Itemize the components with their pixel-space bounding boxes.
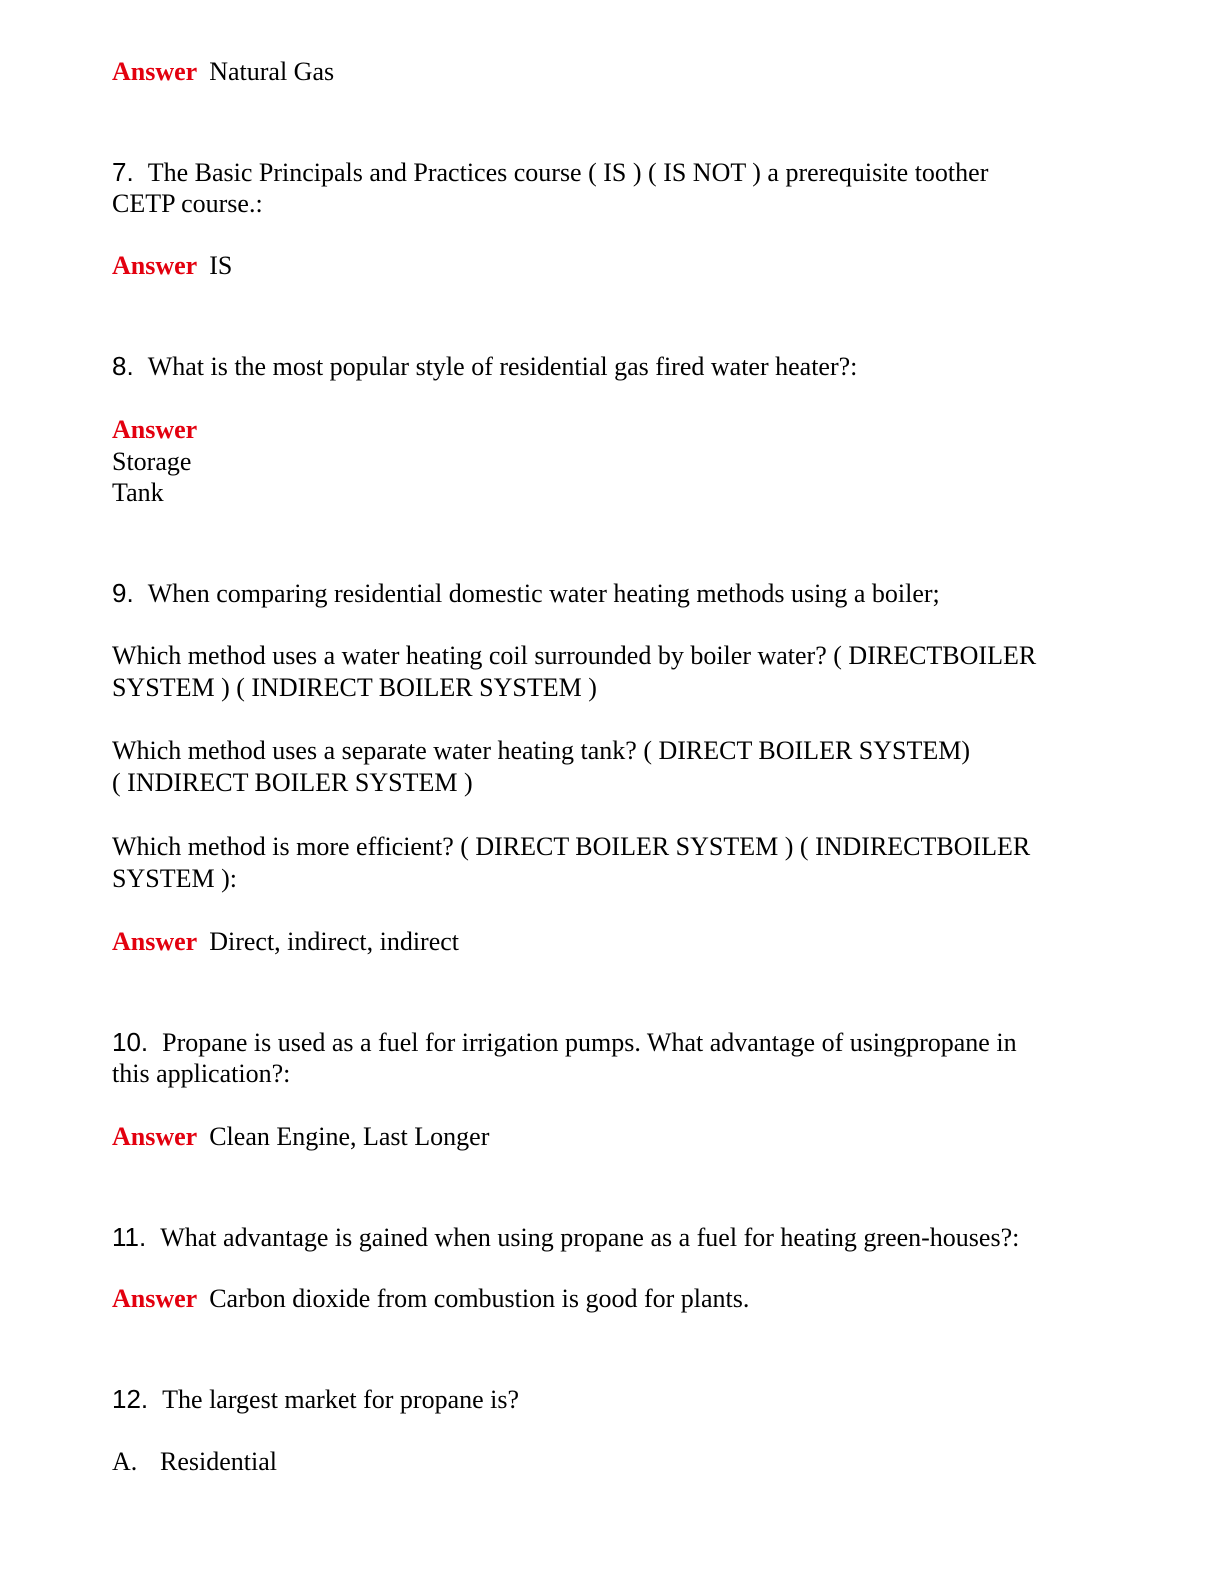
answer-text: Carbon dioxide from combustion is good for plants. xyxy=(209,1284,750,1313)
answer-label: Answer xyxy=(112,1284,198,1313)
answer-row-6 xyxy=(112,56,334,88)
question-text: The Basic Principals and Practices course ( IS ) ( IS NOT ) a prerequisite toother xyxy=(147,158,989,187)
answer-label: Answer xyxy=(112,57,198,86)
question-12 xyxy=(112,1383,519,1416)
question-9-part1-line1: Which method uses a water heating coil surrounded by boiler water? ( DIRECTBOILER xyxy=(112,641,1037,670)
option-text: Residential xyxy=(160,1447,277,1476)
question-number: 9. xyxy=(112,578,134,608)
question-10-line2: this application?: xyxy=(112,1059,291,1088)
question-number: 7. xyxy=(112,157,134,187)
question-11 xyxy=(112,1221,1019,1254)
question-9 xyxy=(112,577,940,610)
option-letter: A. xyxy=(112,1447,138,1476)
question-9-part3-line2: SYSTEM ): xyxy=(112,864,237,893)
question-text: What advantage is gained when using propane as a fuel for heating green-houses?: xyxy=(160,1223,1020,1252)
question-7 xyxy=(112,156,988,189)
question-number: 11. xyxy=(112,1222,147,1252)
answer-text: Direct, indirect, indirect xyxy=(209,927,459,956)
question-9-part1-line2: SYSTEM ) ( INDIRECT BOILER SYSTEM ) xyxy=(112,673,597,702)
question-9-part2-line2: ( INDIRECT BOILER SYSTEM ) xyxy=(112,768,473,797)
answer-row-9 xyxy=(112,926,459,958)
question-number: 12. xyxy=(112,1384,149,1414)
answer-text: Clean Engine, Last Longer xyxy=(209,1122,490,1151)
question-9-part2-line1: Which method uses a separate water heating tank? ( DIRECT BOILER SYSTEM) xyxy=(112,736,971,765)
answer-row-8 xyxy=(112,414,209,446)
answer-text-8-line2: Tank xyxy=(112,478,164,507)
question-10 xyxy=(112,1026,1017,1059)
answer-label: Answer xyxy=(112,251,198,280)
answer-label: Answer xyxy=(112,1122,198,1151)
option-a xyxy=(112,1446,277,1478)
answer-row-10 xyxy=(112,1121,489,1153)
question-9-part3-line1: Which method is more efficient? ( DIRECT BOILER SYSTEM ) ( INDIRECTBOILER xyxy=(112,832,1031,861)
question-text: When comparing residential domestic water heating methods using a boiler; xyxy=(147,579,940,608)
answer-label: Answer xyxy=(112,927,198,956)
question-8 xyxy=(112,350,857,383)
answer-row-7 xyxy=(112,250,232,282)
question-text: The largest market for propane is? xyxy=(162,1385,520,1414)
answer-text: IS xyxy=(209,251,233,280)
answer-label: Answer xyxy=(112,415,198,444)
question-number: 8. xyxy=(112,351,134,381)
answer-row-11 xyxy=(112,1283,749,1315)
question-text: What is the most popular style of residential gas fired water heater?: xyxy=(147,352,858,381)
answer-text-8-line1: Storage xyxy=(112,447,192,476)
question-text: Propane is used as a fuel for irrigation pumps. What advantage of usingpropane in xyxy=(162,1028,1017,1057)
answer-text: Natural Gas xyxy=(209,57,335,86)
question-7-line2: CETP course.: xyxy=(112,189,263,218)
question-number: 10. xyxy=(112,1027,149,1057)
